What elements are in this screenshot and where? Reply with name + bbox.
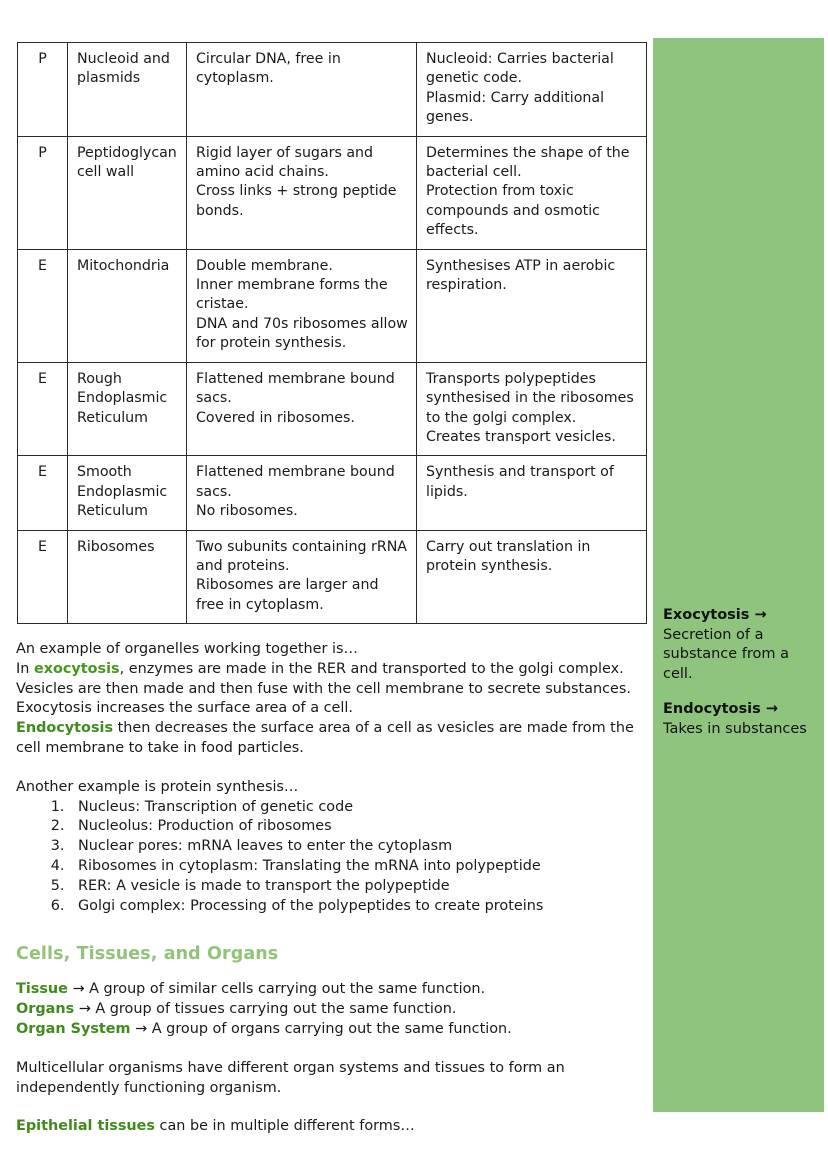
cell-type: E xyxy=(18,530,68,624)
sidebar-note-endocytosis xyxy=(663,698,816,739)
epithelial-text: can be in multiple different forms… xyxy=(154,1118,415,1135)
definition-organs xyxy=(16,1000,650,1020)
body-copy xyxy=(16,640,650,1137)
spacer xyxy=(16,1098,650,1117)
spacer xyxy=(16,1040,650,1059)
sidebar-green-panel xyxy=(653,38,824,1112)
definition-text: A group of tissues carrying out the same function. xyxy=(90,1001,457,1018)
list-item: 4. Ribosomes in cytoplasm: Translating the mRNA into polypeptide xyxy=(69,857,650,877)
spacer xyxy=(16,966,650,980)
cell-type: P xyxy=(18,136,68,249)
definition-text: A group of organs carrying out the same function. xyxy=(147,1020,512,1037)
list-item: 1. Nucleus: Transcription of genetic code xyxy=(69,798,650,818)
cell-function: Synthesises ATP in aerobic respiration. xyxy=(417,249,647,362)
exocytosis-paragraph xyxy=(16,660,650,719)
arrow-icon: → xyxy=(754,607,767,623)
definition-term: Organ System xyxy=(16,1020,131,1037)
protein-synthesis-step-list xyxy=(16,798,650,917)
cell-function: Determines the shape of the bacterial cell. Protection from toxic compounds and osmotic effects. xyxy=(417,136,647,249)
list-item: 3. Nuclear pores: mRNA leaves to enter the cytoplasm xyxy=(69,837,650,857)
table-row xyxy=(18,530,647,624)
arrow-glyph: → xyxy=(72,981,85,998)
cell-organelle-name: Smooth Endoplasmic Reticulum xyxy=(68,456,187,530)
arrow-icon: → xyxy=(765,701,778,717)
cell-structure: Flattened membrane bound sacs. Covered in ribosomes. xyxy=(187,362,417,456)
spacer xyxy=(16,759,650,778)
definition-tissue xyxy=(16,980,650,1000)
organelle-table xyxy=(17,42,647,624)
table-row xyxy=(18,136,647,249)
endocytosis-text: then decreases the surface area of a cell as vesicles are made from the cell membrane to take in food particles. xyxy=(16,720,634,756)
cell-organelle-name: Nucleoid and plasmids xyxy=(68,43,187,137)
exocytosis-lead-pre: In xyxy=(16,660,34,677)
cell-type: E xyxy=(18,362,68,456)
epithelial-term: Epithelial tissues xyxy=(16,1118,155,1135)
sidebar-note-exocytosis xyxy=(663,604,816,684)
sidebar-definition-exocytosis: Secretion of a substance from a cell. xyxy=(663,626,790,682)
table-row xyxy=(18,43,647,137)
endocytosis-term: Endocytosis xyxy=(16,720,114,737)
cell-structure: Double membrane. Inner membrane forms the cristae. DNA and 70s ribosomes allow for protein synthesis. xyxy=(187,249,417,362)
table-row xyxy=(18,249,647,362)
cell-structure: Rigid layer of sugars and amino acid chains. Cross links + strong peptide bonds. xyxy=(187,136,417,249)
table-row xyxy=(18,456,647,530)
sidebar-note-heading xyxy=(663,604,816,626)
cell-type: E xyxy=(18,249,68,362)
exocytosis-lead-post: , enzymes are made in the RER and transported to the golgi complex. Vesicles are then made and then fuse with the cell membrane to secrete substances. Exocytosis increases the surface area of a cell. xyxy=(16,660,631,717)
cell-organelle-name: Ribosomes xyxy=(68,530,187,624)
protein-synthesis-intro: Another example is protein synthesis… xyxy=(16,778,299,795)
organelles-intro-line: An example of organelles working together is… xyxy=(16,641,358,657)
cell-structure: Two subunits containing rRNA and proteins. Ribosomes are larger and free in cytoplasm. xyxy=(187,530,417,624)
definition-text: A group of similar cells carrying out the same function. xyxy=(84,981,486,998)
arrow-glyph: → xyxy=(135,1020,148,1037)
definition-term: Organs xyxy=(16,1001,75,1018)
cell-organelle-name: Peptidoglycan cell wall xyxy=(68,136,187,249)
page-title: Cells, Tissues, and Organs xyxy=(16,944,279,965)
cell-type: P xyxy=(18,43,68,137)
list-item: 2. Nucleolus: Production of ribosomes xyxy=(69,817,650,837)
cell-organelle-name: Mitochondria xyxy=(68,249,187,362)
sidebar-term-exocytosis: Exocytosis xyxy=(663,607,750,623)
cell-organelle-name: Rough Endoplasmic Reticulum xyxy=(68,362,187,456)
list-item: 5. RER: A vesicle is made to transport the polypeptide xyxy=(69,877,650,897)
spacer xyxy=(16,916,650,943)
epithelial-paragraph xyxy=(16,1117,650,1137)
table-row xyxy=(18,362,647,456)
cell-type: E xyxy=(18,456,68,530)
definition-term: Tissue xyxy=(16,981,68,998)
multicellular-paragraph: Multicellular organisms have different organ systems and tissues to form an independently functioning organism. xyxy=(16,1059,565,1096)
cell-function: Carry out translation in protein synthesis. xyxy=(417,530,647,624)
endocytosis-paragraph xyxy=(16,719,650,759)
cell-structure: Flattened membrane bound sacs. No ribosomes. xyxy=(187,456,417,530)
list-item: 6. Golgi complex: Processing of the polypeptides to create proteins xyxy=(69,897,650,917)
table-body xyxy=(18,43,647,624)
sidebar-term-endocytosis: Endocytosis xyxy=(663,701,761,717)
definition-organ-system xyxy=(16,1020,650,1040)
cell-function: Nucleoid: Carries bacterial genetic code. Plasmid: Carry additional genes. xyxy=(417,43,647,137)
arrow-glyph: → xyxy=(78,1001,91,1018)
cell-structure: Circular DNA, free in cytoplasm. xyxy=(187,43,417,137)
sidebar-note-heading xyxy=(663,698,816,720)
cell-function: Transports polypeptides synthesised in the ribosomes to the golgi complex. Creates transport vesicles. xyxy=(417,362,647,456)
cell-function: Synthesis and transport of lipids. xyxy=(417,456,647,530)
sidebar-definition-endocytosis: Takes in substances xyxy=(663,720,807,737)
exocytosis-term: exocytosis xyxy=(33,660,120,677)
